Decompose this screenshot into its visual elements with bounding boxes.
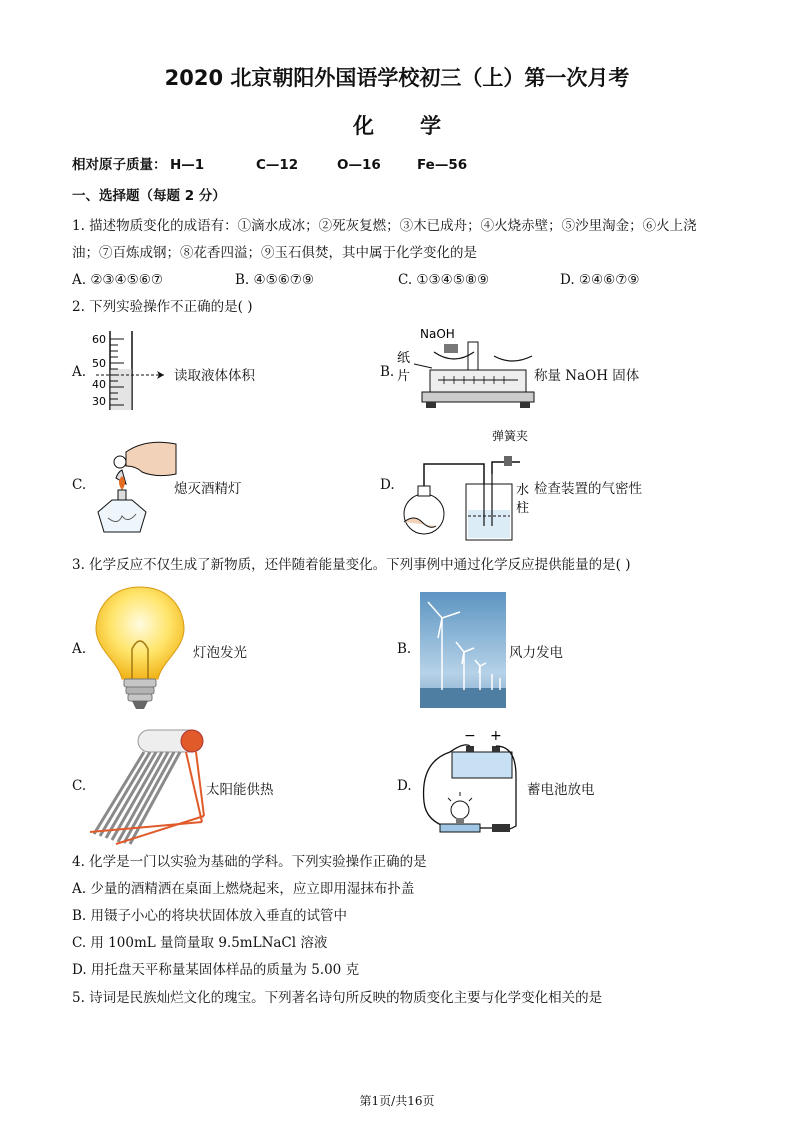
balance-naoh-label: NaOH <box>420 327 455 341</box>
q2-option-d-caption: 检查装置的气密性 <box>534 481 642 497</box>
alcohol-lamp-figure <box>86 432 176 538</box>
q3-stem: 3. 化学反应不仅生成了新物质，还伴随着能量变化。下列事例中通过化学反应提供能量的是( ) <box>72 557 631 573</box>
atomic-mass-c: C—12 <box>256 157 299 173</box>
page-footer: 第1页/共16页 <box>359 1094 435 1108</box>
water-column-label-1: 水 <box>516 483 530 498</box>
section-heading: 一、选择题（每题 2 分） <box>72 188 226 204</box>
balance-paper-label-1: 纸 <box>397 351 411 366</box>
airtightness-apparatus-figure <box>396 426 536 542</box>
light-bulb-figure <box>90 583 190 715</box>
water-column-label-2: 柱 <box>516 501 530 516</box>
q4-option-c: C. 用 100mL 量筒量取 9.5mLNaCl 溶液 <box>72 935 328 951</box>
q2-option-a-letter: A. <box>72 364 87 380</box>
q3-option-c-caption: 太阳能供热 <box>206 782 274 798</box>
q1-option-d: D. ②④⑥⑦⑨ <box>560 272 640 288</box>
atomic-mass-fe: Fe—56 <box>417 157 468 173</box>
solar-heater-figure <box>86 726 206 846</box>
balance-paper-label-2: 片 <box>397 369 411 384</box>
q2-option-d-letter: D. <box>380 477 395 493</box>
graduated-cylinder-figure <box>86 325 176 415</box>
q1-option-a: A. ②③④⑤⑥⑦ <box>72 272 163 288</box>
balance-figure <box>394 322 534 417</box>
q2-option-b-letter: B. <box>380 364 395 380</box>
q3-option-d-caption: 蓄电池放电 <box>527 782 595 798</box>
q3-option-d-letter: D. <box>397 778 412 794</box>
q3-option-a-letter: A. <box>72 641 87 657</box>
atomic-mass-o: O—16 <box>337 157 381 173</box>
q1-option-c: C. ①③④⑤⑧⑨ <box>398 272 490 288</box>
q1-option-b: B. ④⑤⑥⑦⑨ <box>235 272 315 288</box>
battery-minus-label: − <box>464 728 476 744</box>
subject-title: 化学 <box>353 114 487 138</box>
battery-plus-label: + <box>490 728 502 744</box>
q2-stem: 2. 下列实验操作不正确的是( ) <box>72 299 253 315</box>
atomic-mass-label: 相对原子质量： <box>72 157 167 173</box>
atomic-mass-h: H—1 <box>170 157 205 173</box>
q2-option-c-caption: 熄灭酒精灯 <box>174 481 242 497</box>
q5-stem: 5. 诗词是民族灿烂文化的瑰宝。下列著名诗句所反映的物质变化主要与化学变化相关的是 <box>72 990 603 1006</box>
q3-option-c-letter: C. <box>72 778 87 794</box>
q1-stem-line2: 油；⑦百炼成钢；⑧花香四溢；⑨玉石俱焚，其中属于化学变化的是 <box>72 245 477 261</box>
battery-circuit-figure <box>418 728 522 840</box>
q3-option-a-caption: 灯泡发光 <box>193 645 247 661</box>
wind-turbines-figure <box>420 592 506 708</box>
cylinder-tick-30: 30 <box>92 395 106 408</box>
cylinder-tick-60: 60 <box>92 333 106 346</box>
q3-option-b-caption: 风力发电 <box>509 645 563 661</box>
q4-option-a: A. 少量的酒精洒在桌面上燃烧起来，应立即用湿抹布扑盖 <box>72 881 415 897</box>
cylinder-tick-40: 40 <box>92 378 106 391</box>
q2-option-a-caption: 读取液体体积 <box>174 368 255 384</box>
exam-title: 2020 北京朝阳外国语学校初三（上）第一次月考 <box>164 66 630 90</box>
spring-clamp-label: 弹簧夹 <box>492 429 529 443</box>
q2-option-c-letter: C. <box>72 477 87 493</box>
q4-stem: 4. 化学是一门以实验为基础的学科。下列实验操作正确的是 <box>72 854 427 870</box>
cylinder-tick-50: 50 <box>92 357 106 370</box>
q1-stem-line1: 1. 描述物质变化的成语有：①滴水成冰；②死灰复燃；③木已成舟；④火烧赤壁；⑤沙里淘金；⑥火上浇 <box>72 218 697 234</box>
q2-option-b-caption: 称量 NaOH 固体 <box>534 368 640 384</box>
q4-option-b: B. 用镊子小心的将块状固体放入垂直的试管中 <box>72 908 348 924</box>
q4-option-d: D. 用托盘天平称量某固体样品的质量为 5.00 克 <box>72 962 360 978</box>
q3-option-b-letter: B. <box>397 641 412 657</box>
